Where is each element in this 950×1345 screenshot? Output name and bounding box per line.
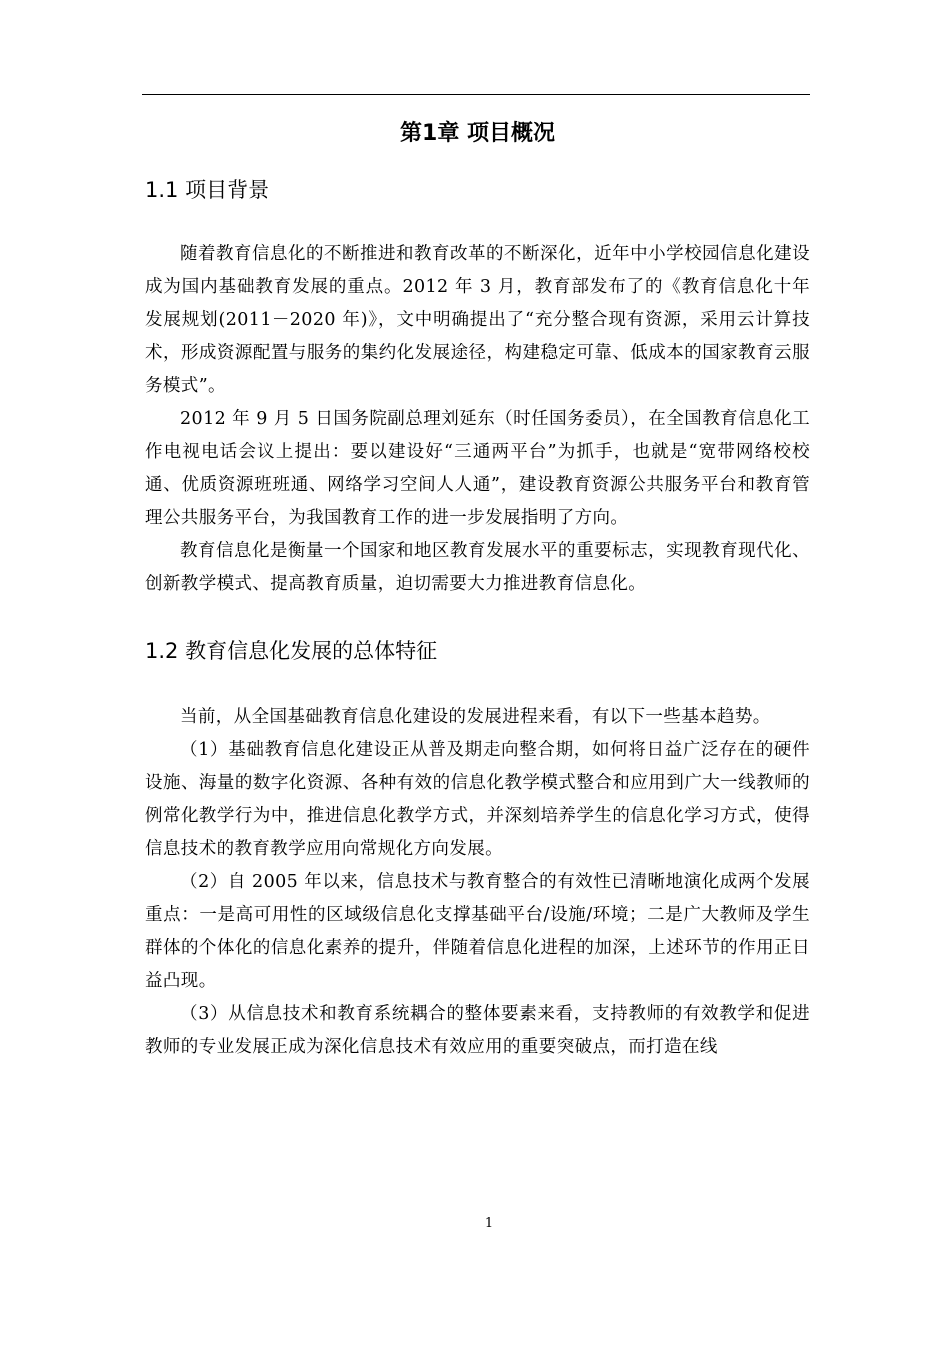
page-content (145, 112, 810, 1064)
paragraph: （2）自 2005 年以来，信息技术与教育整合的有效性已清晰地演化成两个发展重点：一是高可用性的区域级信息化支撑基础平台/设施/环境；二是广大教师及学生群体的个体化的信息化素养的提升，伴随着信息化进程的加深，上述环节的作用正日益凸现。 (145, 872, 810, 991)
header-rule (142, 94, 810, 95)
section-heading-1-1: 1.1 项目背景 (145, 178, 270, 202)
paragraph: （3）从信息技术和教育系统耦合的整体要素来看，支持教师的有效教学和促进教师的专业发展正成为深化信息技术有效应用的重要突破点，而打造在线 (145, 1004, 810, 1057)
section-body-1-2 (145, 701, 810, 1064)
paragraph: 当前，从全国基础教育信息化建设的发展进程来看，有以下一些基本趋势。 (180, 707, 771, 727)
paragraph: 2012 年 9 月 5 日国务院副总理刘延东（时任国务委员），在全国教育信息化工作电视电话会议上提出：要以建设好“三通两平台”为抓手，也就是“宽带网络校校通、优质资源班班通、网络学习空间人人通”，建设教育资源公共服务平台和教育管理公共服务平台，为我国教育工作的进一步发展指明了方向。 (145, 409, 810, 528)
page-number: 1 (484, 1216, 494, 1231)
paragraph: 随着教育信息化的不断推进和教育改革的不断深化，近年中小学校园信息化建设成为国内基础教育发展的重点。2012 年 3 月，教育部发布了的《教育信息化十年发展规划(2011－2020 年)》，文中明确提出了“充分整合现有资源，采用云计算技术，形成资源配置与服务的集约化发展途径，构建稳定可靠、低成本的国家教育云服务模式”。 (145, 244, 810, 396)
chapter-title: 第1章 项目概况 (400, 121, 555, 146)
section-body-1-1 (145, 238, 810, 601)
paragraph: 教育信息化是衡量一个国家和地区教育发展水平的重要标志，实现教育现代化、创新教学模式、提高教育质量，迫切需要大力推进教育信息化。 (145, 541, 810, 594)
section-heading-1-2: 1.2 教育信息化发展的总体特征 (145, 639, 438, 663)
paragraph: （1）基础教育信息化建设正从普及期走向整合期，如何将日益广泛存在的硬件设施、海量的数字化资源、各种有效的信息化教学模式整合和应用到广大一线教师的例常化教学行为中，推进信息化教学方式，并深刻培养学生的信息化学习方式，使得信息技术的教育教学应用向常规化方向发展。 (145, 740, 810, 859)
